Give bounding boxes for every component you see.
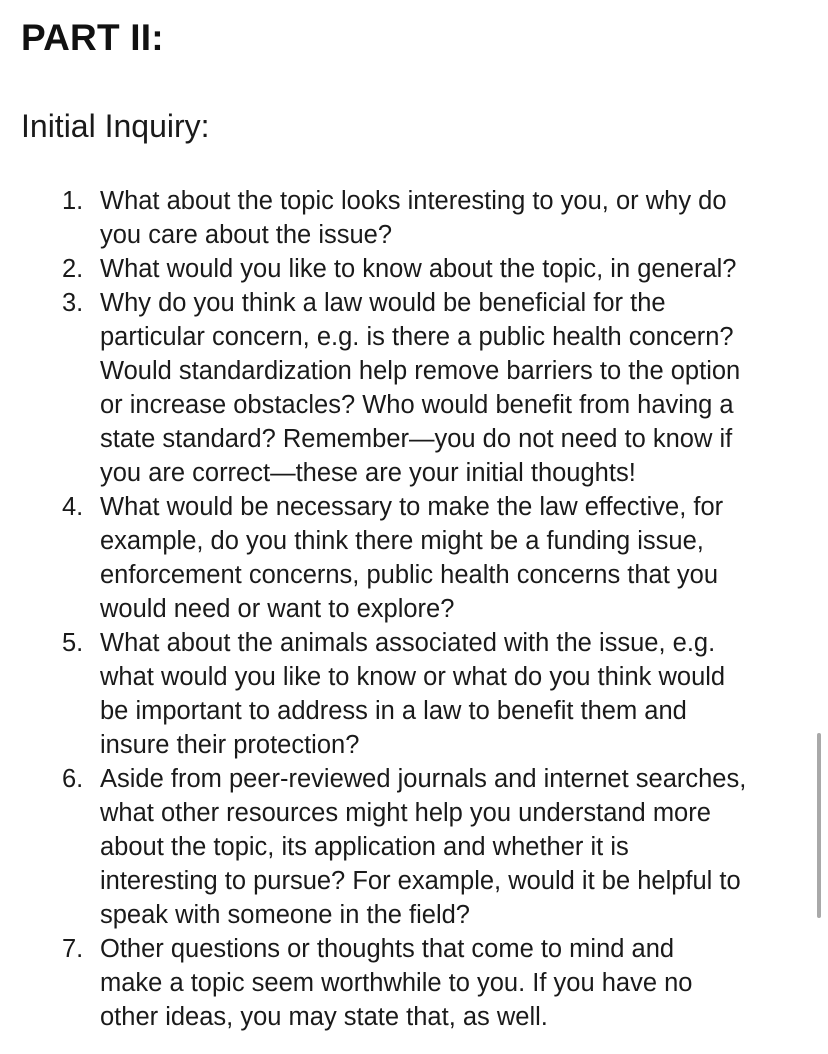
question-list — [0, 184, 810, 1034]
section-title: Initial Inquiry: — [21, 108, 210, 144]
list-item — [0, 490, 810, 626]
list-item-number: 2. — [62, 255, 84, 283]
part-title: PART II: — [21, 17, 164, 58]
list-item-number: 3. — [62, 289, 84, 317]
list-item-text: What would be necessary to make the law effective, for example, do you think there might be a funding issue, enforcement concerns, public health concerns that you would need or want to explore? — [100, 493, 724, 623]
list-item-text: What would you like to know about the topic, in general? — [100, 255, 737, 283]
list-item-text: What about the topic looks interesting to you, or why do you care about the issue? — [100, 187, 727, 249]
list-item — [0, 184, 810, 252]
list-item — [0, 762, 810, 932]
list-item-text: Aside from peer-reviewed journals and internet searches, what other resources might help you understand more about the topic, its application and whether it is interesting to pursue? For example, would it be helpful to speak with someone in the field? — [100, 765, 747, 929]
list-item — [0, 252, 810, 286]
list-item-number: 1. — [62, 187, 84, 215]
list-item — [0, 626, 810, 762]
list-item — [0, 286, 810, 490]
list-item-number: 5. — [62, 629, 84, 657]
list-item — [0, 932, 810, 1034]
list-item-text: Other questions or thoughts that come to mind and make a topic seem worthwhile to you. If you have no other ideas, you may state that, as well. — [100, 935, 693, 1031]
scrollbar[interactable] — [817, 733, 821, 918]
list-item-number: 6. — [62, 765, 84, 793]
list-item-text: Why do you think a law would be beneficial for the particular concern, e.g. is there a public health concern? Would standardization help remove barriers to the option or increase obstacles? Who would benefit from having a state standard? Remember—you do not need to know if you are correct—these are your initial thoughts! — [100, 289, 741, 487]
list-item-number: 4. — [62, 493, 84, 521]
list-item-text: What about the animals associated with the issue, e.g. what would you like to know or what do you think would be important to address in a law to benefit them and insure their protection? — [100, 629, 726, 759]
list-item-number: 7. — [62, 935, 84, 963]
